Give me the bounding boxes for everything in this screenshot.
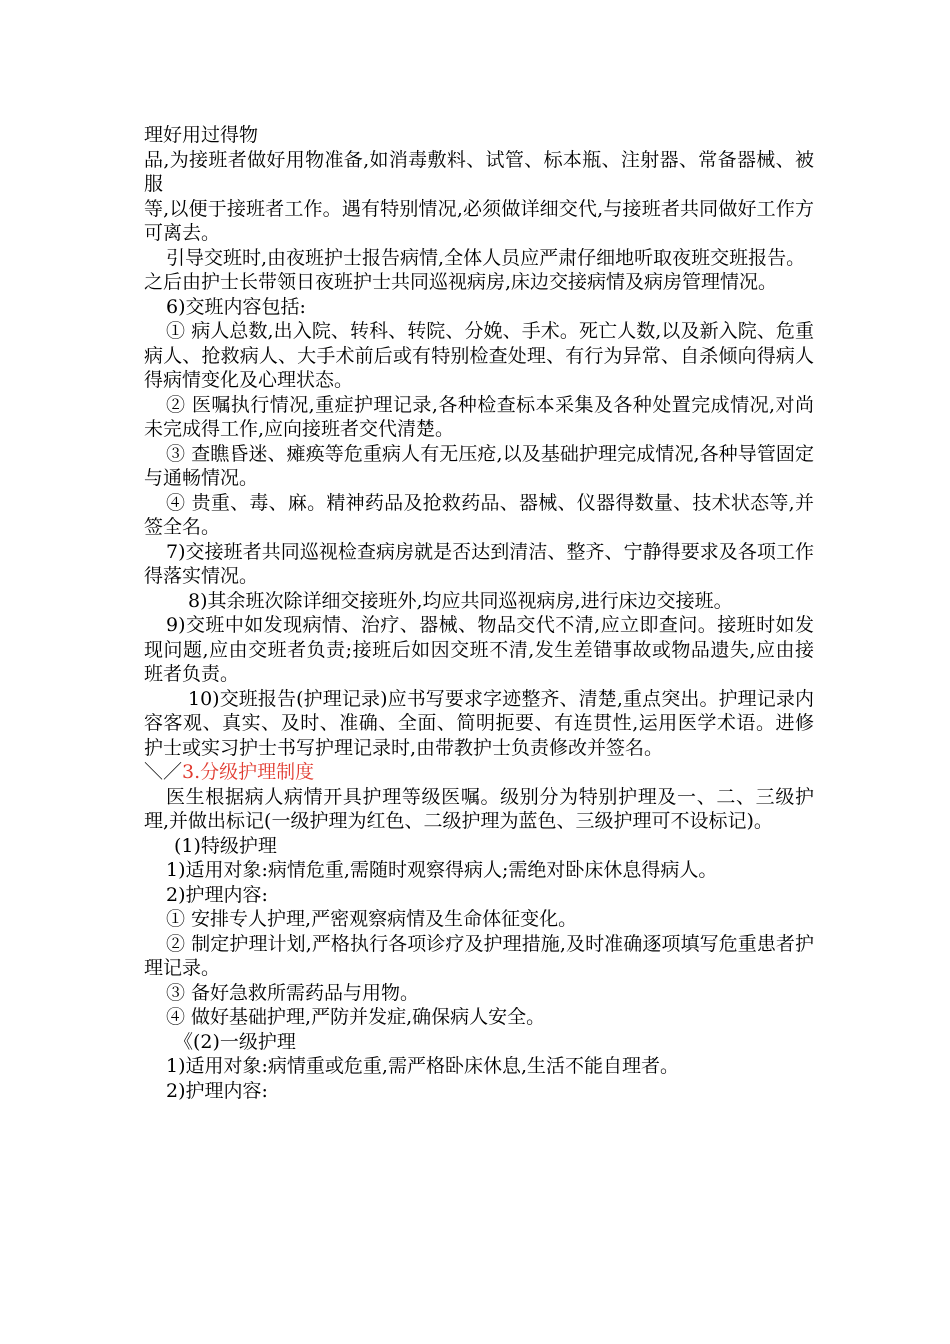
document-body — [144, 123, 814, 760]
paragraph: 2)护理内容: — [166, 883, 268, 906]
document-body-continued — [144, 785, 814, 1104]
paragraph: 2)护理内容: — [166, 1079, 268, 1102]
paragraph: 7)交接班者共同巡视检查病房就是否达到清洁、整齐、宁静得要求及各项工作得落实情况。 — [144, 540, 814, 587]
paragraph: 9)交班中如发现病情、治疗、器械、物品交代不清,应立即查问。接班时如发现问题,应由交班者负责;接班后如因交班不清,发生差错事故或物品遗失,应由接班者负责。 — [144, 614, 814, 685]
paragraph: ① 安排专人护理,严密观察病情及生命体征变化。 — [166, 908, 578, 930]
paragraph: 《(2)一级护理 — [174, 1030, 296, 1053]
paragraph: 6)交班内容包括: — [166, 295, 306, 318]
paragraph: 品,为接班者做好用物准备,如消毒敷料、试管、标本瓶、注射器、常备器械、被服 — [144, 148, 814, 195]
paragraph: 1)适用对象:病情重或危重,需严格卧床休息,生活不能自理者。 — [166, 1055, 679, 1077]
paragraph: ① 病人总数,出入院、转科、转院、分娩、手术。死亡人数,以及新入院、危重病人、抢救病人、大手术前后或有特别检查处理、有行为异常、自杀倾向得病人得病情变化及心理状态。 — [144, 320, 814, 391]
paragraph: ④ 贵重、毒、麻。精神药品及抢救药品、器械、仪器得数量、技术状态等,并签全名。 — [144, 491, 814, 538]
paragraph: 10)交班报告(护理记录)应书写要求字迹整齐、清楚,重点突出。护理记录内容客观、真实、及时、准确、全面、简明扼要、有连贯性,运用医学术语。进修护士或实习护士书写护理记录时,由带教护士负责修改并签名。 — [144, 687, 814, 759]
paragraph: 等,以便于接班者工作。遇有特别情况,必须做详细交代,与接班者共同做好工作方可离去。 — [144, 197, 814, 244]
paragraph: ③ 查瞧昏迷、瘫痪等危重病人有无压疮,以及基础护理完成情况,各种导管固定与通畅情况。 — [144, 442, 814, 489]
document-page — [144, 123, 814, 1103]
paragraph: 理好用过得物 — [144, 124, 259, 146]
paragraph: 医生根据病人病情开具护理等级医嘱。级别分为特别护理及一、二、三级护理,并做出标记(一级护理为红色、二级护理为蓝色、三级护理可不设标记)。 — [144, 785, 814, 832]
paragraph: 8)其余班次除详细交接班外,均应共同巡视病房,进行床边交接班。 — [188, 589, 733, 612]
heading-title: 3.分级护理制度 — [182, 761, 315, 783]
paragraph: 之后由护士长带领日夜班护士共同巡视病房,床边交接病情及病房管理情况。 — [144, 271, 778, 293]
paragraph: ② 医嘱执行情况,重症护理记录,各种检查标本采集及各种处置完成情况,对尚未完成得工作,应向接班者交代清楚。 — [144, 393, 814, 440]
paragraph: ④ 做好基础护理,严防并发症,确保病人安全。 — [166, 1006, 546, 1028]
heading-prefix: ＼／ — [144, 761, 183, 783]
paragraph: 1)适用对象:病情危重,需随时观察得病人;需绝对卧床休息得病人。 — [166, 859, 718, 881]
paragraph: ③ 备好急救所需药品与用物。 — [166, 981, 420, 1004]
section-heading — [144, 760, 814, 785]
paragraph: (1)特级护理 — [174, 834, 277, 857]
paragraph: ② 制定护理计划,严格执行各项诊疗及护理措施,及时准确逐项填写危重患者护理记录。 — [144, 932, 814, 979]
paragraph: 引导交班时,由夜班护士报告病情,全体人员应严肃仔细地听取夜班交班报告。 — [166, 246, 806, 269]
